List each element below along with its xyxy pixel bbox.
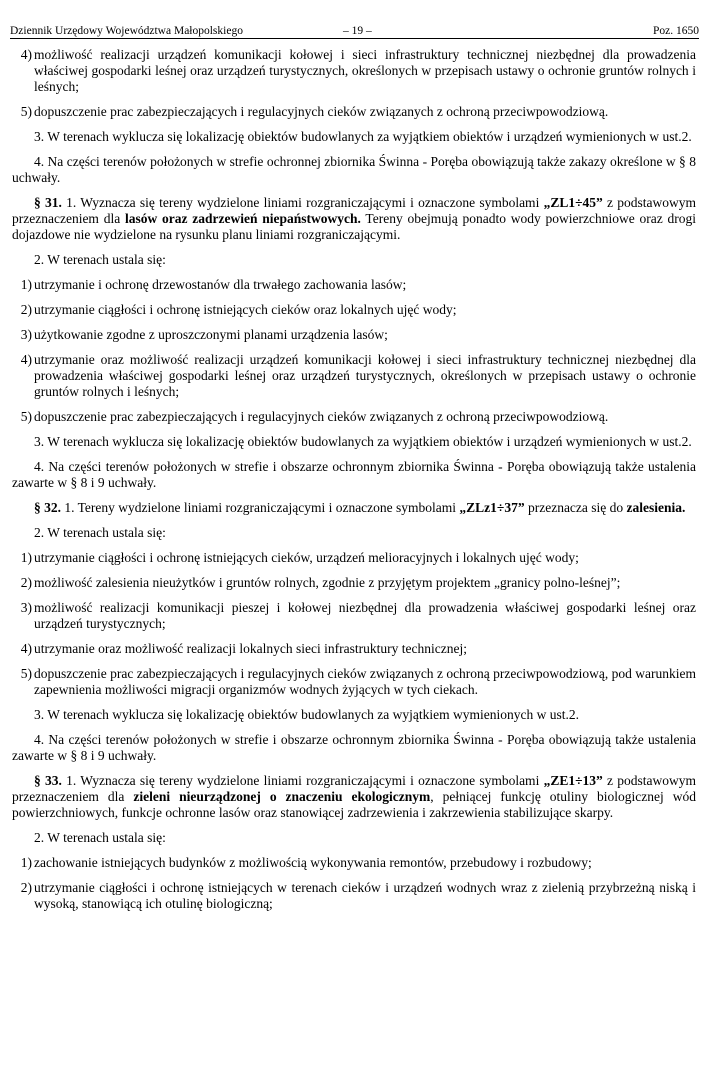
paragraph-text: 1. Tereny wydzielone liniami rozgraniczającymi i oznaczone symbolami [61,500,460,515]
list-item-number: 3) [20,327,32,342]
paragraph-text: przeznacza się do [524,500,627,515]
paragraph-text: 1. Wyznacza się tereny wydzielone liniami rozgraniczającymi i oznaczone symbolami [61,773,544,788]
journal-title: Dziennik Urzędowy Województwa Małopolskiego [10,25,243,37]
list-item-number: 5) [20,409,32,424]
purpose-label: zalesienia. [626,500,686,515]
paragraph: 4. Na części terenów położonych w strefie i obszarze ochronnym zbiornika Świnna - Poręba obowiązują także ustalenia zawarte w § 8 i 9 uchwały. [12,732,696,763]
list-item-text: dopuszczenie prac zabezpieczających i regulacyjnych cieków związanych z ochroną przeciwpowodziową. [34,104,609,119]
list-item-number: 4) [20,352,32,367]
list-item-text: dopuszczenie prac zabezpieczających i regulacyjnych cieków związanych z ochroną przeciwpowodziową, pod warunkiem zapewnienia możliwości migracji organizmów wodnych żyjących w tych ciekach. [34,666,696,697]
list-item-number: 4) [20,47,32,62]
purpose-label: lasów oraz zadrzewień niepaństwowych. [124,211,361,226]
list-item-text: dopuszczenie prac zabezpieczających i regulacyjnych cieków związanych z ochroną przeciwpowodziową. [34,409,609,424]
paragraph: 3. W terenach wyklucza się lokalizację obiektów budowlanych za wyjątkiem obiektów i urządzeń wymienionych w ust.2. [34,129,692,144]
list-item-number: 1) [20,277,32,292]
section-31-paragraph-1 [12,195,696,243]
page-number: – 19 – [343,25,372,37]
list-item [12,327,696,343]
list-item-number: 1) [20,855,32,870]
list-item-text: utrzymanie oraz możliwość realizacji lokalnych sieci infrastruktury technicznej; [34,641,467,656]
position-number: Poz. 1650 [653,25,699,37]
list-item-text: użytkowanie zgodne z uproszczonymi planami urządzenia lasów; [34,327,388,342]
section-mark: § 33. [34,773,62,788]
paragraph: 2. W terenach ustala się: [34,830,166,845]
list-item [12,104,696,120]
list-item [12,409,696,425]
paragraph: 2. W terenach ustala się: [34,252,166,267]
section-mark: § 31. [34,195,62,210]
purpose-label: zieleni nieurządzonej o znaczeniu ekologicznym [133,789,431,804]
section-33-paragraph-1 [12,773,696,821]
list-item-number: 2) [20,302,32,317]
list-item [12,880,696,912]
paragraph: 4. Na części terenów położonych w strefie ochronnej zbiornika Świnna - Poręba obowiązują także zakazy określone w § 8 uchwały. [12,154,696,185]
list-item [12,302,696,318]
list-item-text: możliwość realizacji komunikacji pieszej i kołowej niezbędnej dla prowadzenia właściwej gospodarki leśnej oraz urządzeń turystycznych; [34,600,696,631]
list-item [12,855,696,871]
list-item [12,47,696,95]
paragraph: 3. W terenach wyklucza się lokalizację obiektów budowlanych za wyjątkiem obiektów i urządzeń wymienionych w ust.2. [34,434,692,449]
document-body [12,47,696,921]
paragraph-text: Tereny obejmują ponadto wody powierzchniowe oraz drogi dojazdowe nie wydzielone na rysunku planu liniami rozgraniczającymi. [12,211,696,242]
list-item-text: utrzymanie ciągłości i ochronę istniejących cieków, urządzeń melioracyjnych i lokalnych ujęć wody; [34,550,579,565]
list-item-number: 2) [20,575,32,590]
paragraph-text: z podstawowym przeznaczeniem dla [12,195,696,226]
list-item [12,550,696,566]
symbol-label: „ZLz1÷37” [459,500,525,515]
list-item-text: zachowanie istniejących budynków z możliwością wykonywania remontów, przebudowy i rozbudowy; [34,855,592,870]
list-item-text: utrzymanie ciągłości i ochronę istniejących w terenach cieków i urządzeń wodnych wraz z zielenią przybrzeżną niską i wysoką, stanowiącą ich otulinę biologiczną; [34,880,696,911]
section-mark: § 32. [34,500,61,515]
symbol-label: „ZE1÷13” [543,773,603,788]
list-item-text: możliwość zalesienia nieużytków i gruntów rolnych, zgodnie z przyjętym projektem „granicy polno-leśnej”; [34,575,621,590]
list-item [12,666,696,698]
paragraph: 2. W terenach ustala się: [34,525,166,540]
paragraph-text: , pełniącej funkcję otuliny biologicznej wód powierzchniowych, funkcje ochronne lasów oraz stanowiącej zadrzewienia i zakrzewienia stabilizujące skarpy. [12,789,696,820]
list-item [12,277,696,293]
paragraph-text: z podstawowym przeznaczeniem dla [12,773,696,804]
list-item [12,575,696,591]
section-32-paragraph-1 [12,500,696,516]
list-item [12,641,696,657]
list-item-text: możliwość realizacji urządzeń komunikacji kołowej i sieci infrastruktury technicznej niezbędnej dla prowadzenia właściwej gospodarki leśnej oraz urządzeń turystycznych, określonych w przepisach ustawy o ochronie gruntów rolnych i leśnych; [34,47,696,94]
list-item-text: utrzymanie oraz możliwość realizacji urządzeń komunikacji kołowej i sieci infrastruktury technicznej niezbędnej dla prowadzenia właściwej gospodarki leśnej oraz urządzeń turystycznych, określonych w przepisach ustawy o ochronie gruntów rolnych i leśnych; [34,352,696,399]
list-item-number: 5) [20,666,32,681]
symbol-label: „ZL1÷45” [543,195,603,210]
paragraph-text: 1. Wyznacza się tereny wydzielone liniami rozgraniczającymi i oznaczone symbolami [61,195,544,210]
paragraph: 4. Na części terenów położonych w strefie i obszarze ochronnym zbiornika Świnna - Poręba obowiązują także ustalenia zawarte w § 8 i 9 uchwały. [12,459,696,490]
list-item-text: utrzymanie ciągłości i ochronę istniejących cieków oraz lokalnych ujęć wody; [34,302,457,317]
list-item [12,352,696,400]
list-item-text: utrzymanie i ochronę drzewostanów dla trwałego zachowania lasów; [34,277,407,292]
list-item-number: 4) [20,641,32,656]
list-item-number: 1) [20,550,32,565]
list-item-number: 2) [20,880,32,895]
paragraph: 3. W terenach wyklucza się lokalizację obiektów budowlanych za wyjątkiem wymienionych w ust.2. [34,707,579,722]
list-item [12,600,696,632]
list-item-number: 5) [20,104,32,119]
list-item-number: 3) [20,600,32,615]
page-header [10,20,699,39]
